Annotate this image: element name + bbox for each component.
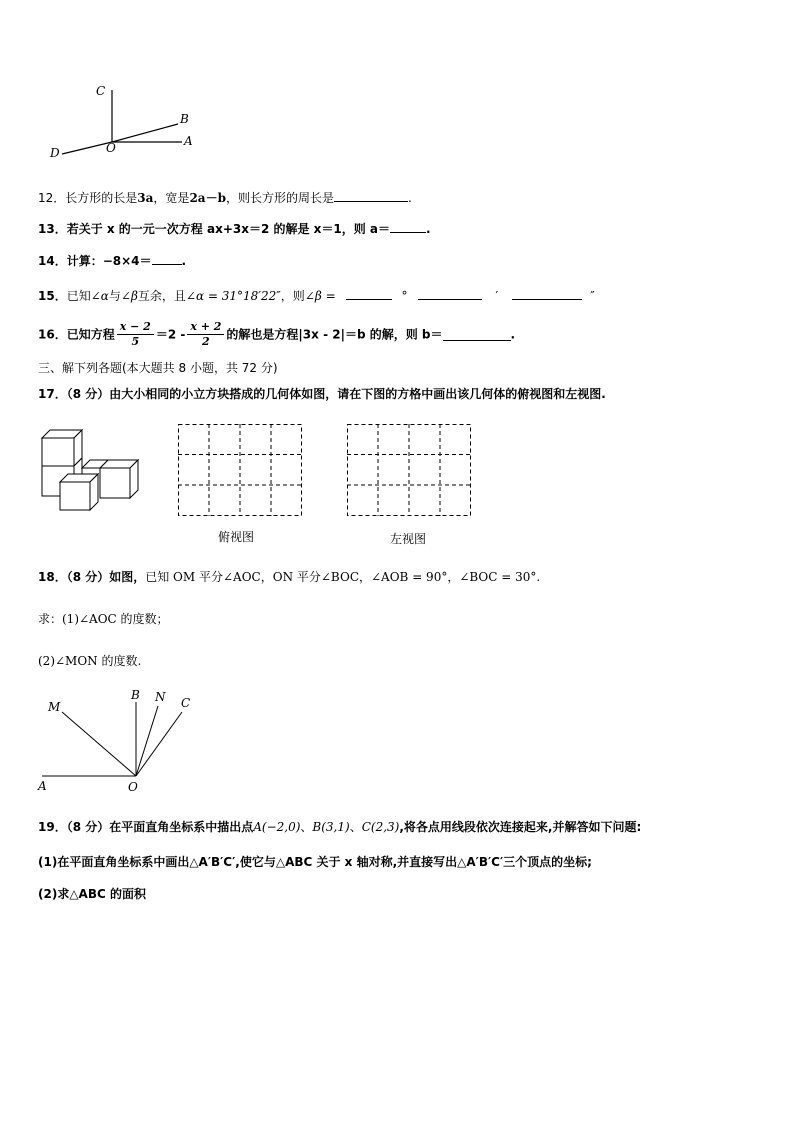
question-text: 互余，且 [137,289,186,303]
fraction-denominator: 5 [131,335,140,348]
ray-od [62,142,112,154]
angle-alpha: ∠α [90,289,109,303]
question-17-text: 17．（8 分）由大小相同的小立方块搭成的几何体如图，请在下图的方格中画出该几何体的俯视图和左视图. [38,387,606,401]
question-16 [38,320,515,349]
minute-blank[interactable] [418,287,482,300]
label-a: A [38,779,47,793]
answer-blank[interactable] [443,328,511,341]
degree-blank[interactable] [346,287,392,300]
fraction-numerator: x − 2 [117,320,154,335]
question-18-part1: 求：(1)∠AOC 的度数； [38,612,169,626]
question-text: ，宽是 [153,191,190,205]
width-value: 2a－b [189,191,226,205]
angle-figure-q11 [40,80,220,170]
top-view-grid[interactable] [178,424,302,516]
label-c: C [181,696,191,710]
ray-oc [136,712,182,776]
label-m: M [48,700,61,714]
question-text: ，则 [280,289,305,303]
question-number: 12． [38,191,66,205]
label-b: B [131,688,140,702]
question-18-text [38,568,540,585]
second-blank[interactable] [512,287,582,300]
minute-symbol: ′ [495,289,499,303]
question-given: 已知 OM 平分∠AOC，ON 平分∠BOC，∠AOB = 90°，∠BOC = 30°. [145,570,541,584]
separator: 、 [300,820,313,834]
question-text: 若关于 x 的一元一次方程 ax+3x＝2 的解是 x＝1，则 a＝ [66,222,391,236]
label-c: C [96,84,106,98]
period: . [181,254,187,268]
question-number: 15． [38,289,67,303]
question-text: ，则长方形的周长是 [225,191,334,205]
fraction-denominator: 2 [202,335,210,348]
ray-on [136,706,158,776]
question-prefix: 18．（8 分）如图， [38,570,146,584]
question-19-part1: (1)在平面直角坐标系中画出△A′B′C′,使它与△ABC 关于 x 轴对称,并直接写出△A′B′C′三个顶点的坐标; [38,855,592,869]
question-text: 已知方程 [66,327,115,342]
question-suffix: ,将各点用线段依次连接起来,并解答如下问题: [399,820,642,834]
point-c: C(2,3) [361,820,400,834]
question-19-text [38,818,641,835]
question-text: 长方形的长是 [65,191,138,205]
fraction-1 [117,320,154,349]
point-a: A(−2,0) [253,820,301,834]
label-d: D [50,146,60,160]
question-number: 14． [38,254,67,268]
period: . [510,327,516,342]
question-18-part2: (2)∠MON 的度数. [38,654,142,668]
question-19-part2: (2)求△ABC 的面积 [38,887,146,901]
question-13 [38,220,431,237]
label-b: B [180,112,189,126]
angle-beta: ∠β [120,289,138,303]
question-text: 的解也是方程|3x - 2|＝b 的解，则 b＝ [226,327,443,342]
section-heading: 三、解下列各题(本大题共 8 小题，共 72 分) [38,361,278,375]
ray-om [62,712,136,776]
fraction-numerator: x + 2 [187,320,224,335]
question-text: ＝2 - [155,327,186,342]
label-a: A [184,134,193,148]
degree-symbol: ° [401,289,408,303]
ray-ob [112,124,178,142]
question-text: 已知 [66,289,91,303]
question-12 [38,189,412,206]
label-o: O [106,141,116,155]
left-view-caption: 左视图 [390,532,427,546]
separator: 、 [349,820,362,834]
angle-beta: ∠β = [304,289,336,303]
length-value: 3a [137,191,154,205]
cube-solid-figure [38,428,142,512]
question-number: 13． [38,222,67,236]
question-prefix: 19．（8 分）在平面直角坐标系中描出点 [38,820,254,834]
label-n: N [155,690,166,704]
top-view-caption: 俯视图 [218,530,255,544]
angle-figure-q18 [38,690,218,790]
label-o: O [128,780,138,794]
point-b: B(3,1) [312,820,350,834]
question-14 [38,252,186,269]
question-text: 计算：−8×4＝ [66,254,152,268]
left-view-grid[interactable] [347,424,471,516]
question-text: 与 [108,289,121,303]
second-symbol: ″ [590,289,595,303]
period: . [426,222,431,236]
fraction-2 [187,320,224,349]
question-number: 16． [38,327,67,342]
question-15 [38,287,595,304]
answer-blank[interactable] [390,220,426,233]
period: . [407,191,412,205]
answer-blank[interactable] [334,189,408,202]
answer-blank[interactable] [152,252,182,265]
given-angle: ∠α = 31°18′22″ [185,289,281,303]
